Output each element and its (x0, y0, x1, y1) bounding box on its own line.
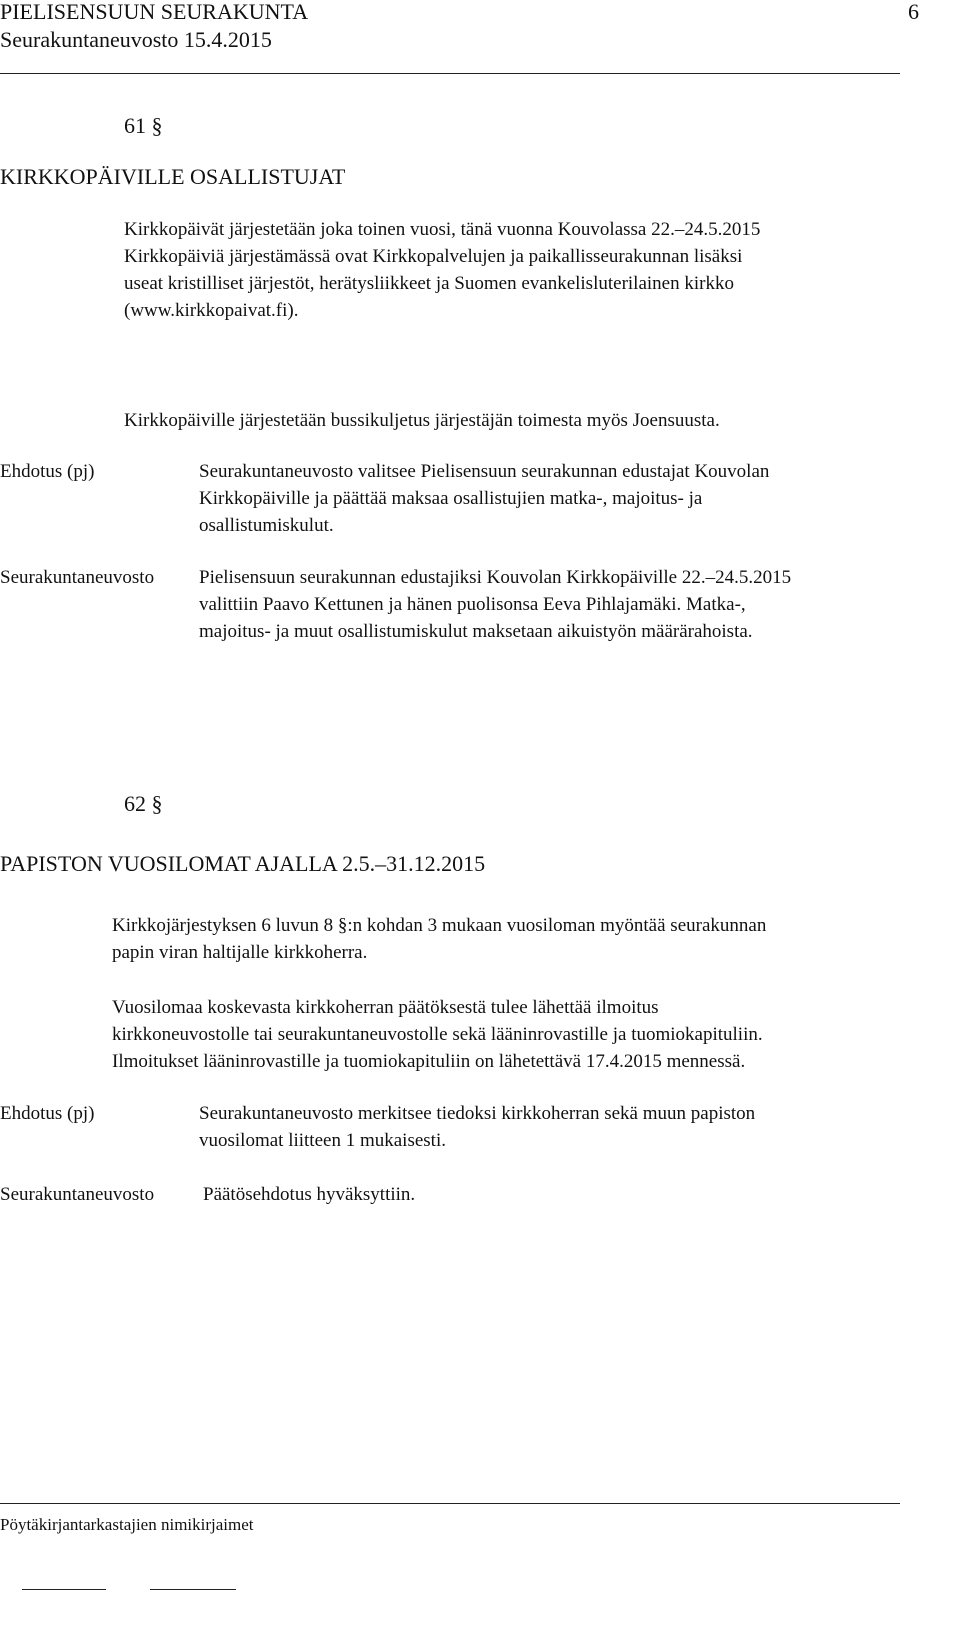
proposal-label: Ehdotus (pj) (0, 461, 95, 482)
header-org: PIELISENSUUN SEURAKUNTA (0, 0, 309, 24)
section-paragraph: Kirkkopäiville järjestetään bussikuljetus järjestäjän toimesta myös Joensuusta. (124, 410, 720, 431)
decision-label: Seurakuntaneuvosto (0, 1184, 155, 1205)
header-rule (0, 73, 900, 74)
text-line: majoitus- ja muut osallistumiskulut maksetaan aikuistyön määrärahoista. (199, 621, 753, 642)
page-number: 6 (908, 0, 919, 24)
section-number: 61 § (124, 113, 163, 138)
footer-rule (0, 1503, 900, 1504)
section-paragraph (112, 994, 763, 1075)
text-line: vuosilomat liitteen 1 mukaisesti. (199, 1130, 446, 1151)
text-line: Ilmoitukset lääninrovastille ja tuomiokapituliin on lähetettävä 17.4.2015 mennessä. (112, 1051, 746, 1072)
text-line: Kirkkojärjestyksen 6 luvun 8 §:n kohdan 3 mukaan vuosiloman myöntää seurakunnan (112, 915, 767, 936)
text-line: Kirkkopäiviä järjestämässä ovat Kirkkopalvelujen ja paikallisseurakunnan lisäksi (124, 246, 743, 267)
section-paragraph (112, 912, 766, 966)
footer-label: Pöytäkirjantarkastajien nimikirjaimet (0, 1515, 254, 1534)
section-number: 62 § (124, 791, 163, 816)
text-line: papin viran haltijalle kirkkoherra. (112, 942, 368, 963)
decision-text (199, 564, 791, 645)
text-line: Seurakuntaneuvosto valitsee Pielisensuun seurakunnan edustajat Kouvolan (199, 461, 770, 482)
proposal-label: Ehdotus (pj) (0, 1103, 95, 1124)
section-title: PAPISTON VUOSILOMAT AJALLA 2.5.–31.12.2015 (0, 851, 486, 876)
text-line: Seurakuntaneuvosto merkitsee tiedoksi kirkkoherran sekä muun papiston (199, 1103, 756, 1124)
text-line: Vuosilomaa koskevasta kirkkoherran päätöksestä tulee lähettää ilmoitus (112, 997, 659, 1018)
proposal-text (199, 458, 769, 539)
text-line: useat kristilliset järjestöt, herätysliikkeet ja Suomen evankelisluterilainen kirkko (124, 273, 734, 294)
decision-text: Päätösehdotus hyväksyttiin. (203, 1184, 416, 1205)
text-line: Pielisensuun seurakunnan edustajiksi Kouvolan Kirkkopäiville 22.–24.5.2015 (199, 567, 792, 588)
signature-line (150, 1589, 236, 1590)
decision-label: Seurakuntaneuvosto (0, 567, 155, 588)
text-line: kirkkoneuvostolle tai seurakuntaneuvostolle sekä lääninrovastille ja tuomiokapituliin. (112, 1024, 763, 1045)
header-meeting: Seurakuntaneuvosto 15.4.2015 (0, 27, 272, 52)
section-paragraph (124, 216, 760, 324)
text-line: Kirkkopäivät järjestetään joka toinen vuosi, tänä vuonna Kouvolassa 22.–24.5.2015 (124, 219, 761, 240)
proposal-text (199, 1100, 755, 1154)
text-line: (www.kirkkopaivat.fi). (124, 300, 299, 321)
text-line: osallistumiskulut. (199, 515, 334, 536)
text-line: valittiin Paavo Kettunen ja hänen puolisonsa Eeva Pihlajamäki. Matka-, (199, 594, 746, 615)
section-title: KIRKKOPÄIVILLE OSALLISTUJAT (0, 164, 346, 189)
text-line: Kirkkopäiville ja päättää maksaa osallistujien matka-, majoitus- ja (199, 488, 703, 509)
signature-line (22, 1589, 106, 1590)
